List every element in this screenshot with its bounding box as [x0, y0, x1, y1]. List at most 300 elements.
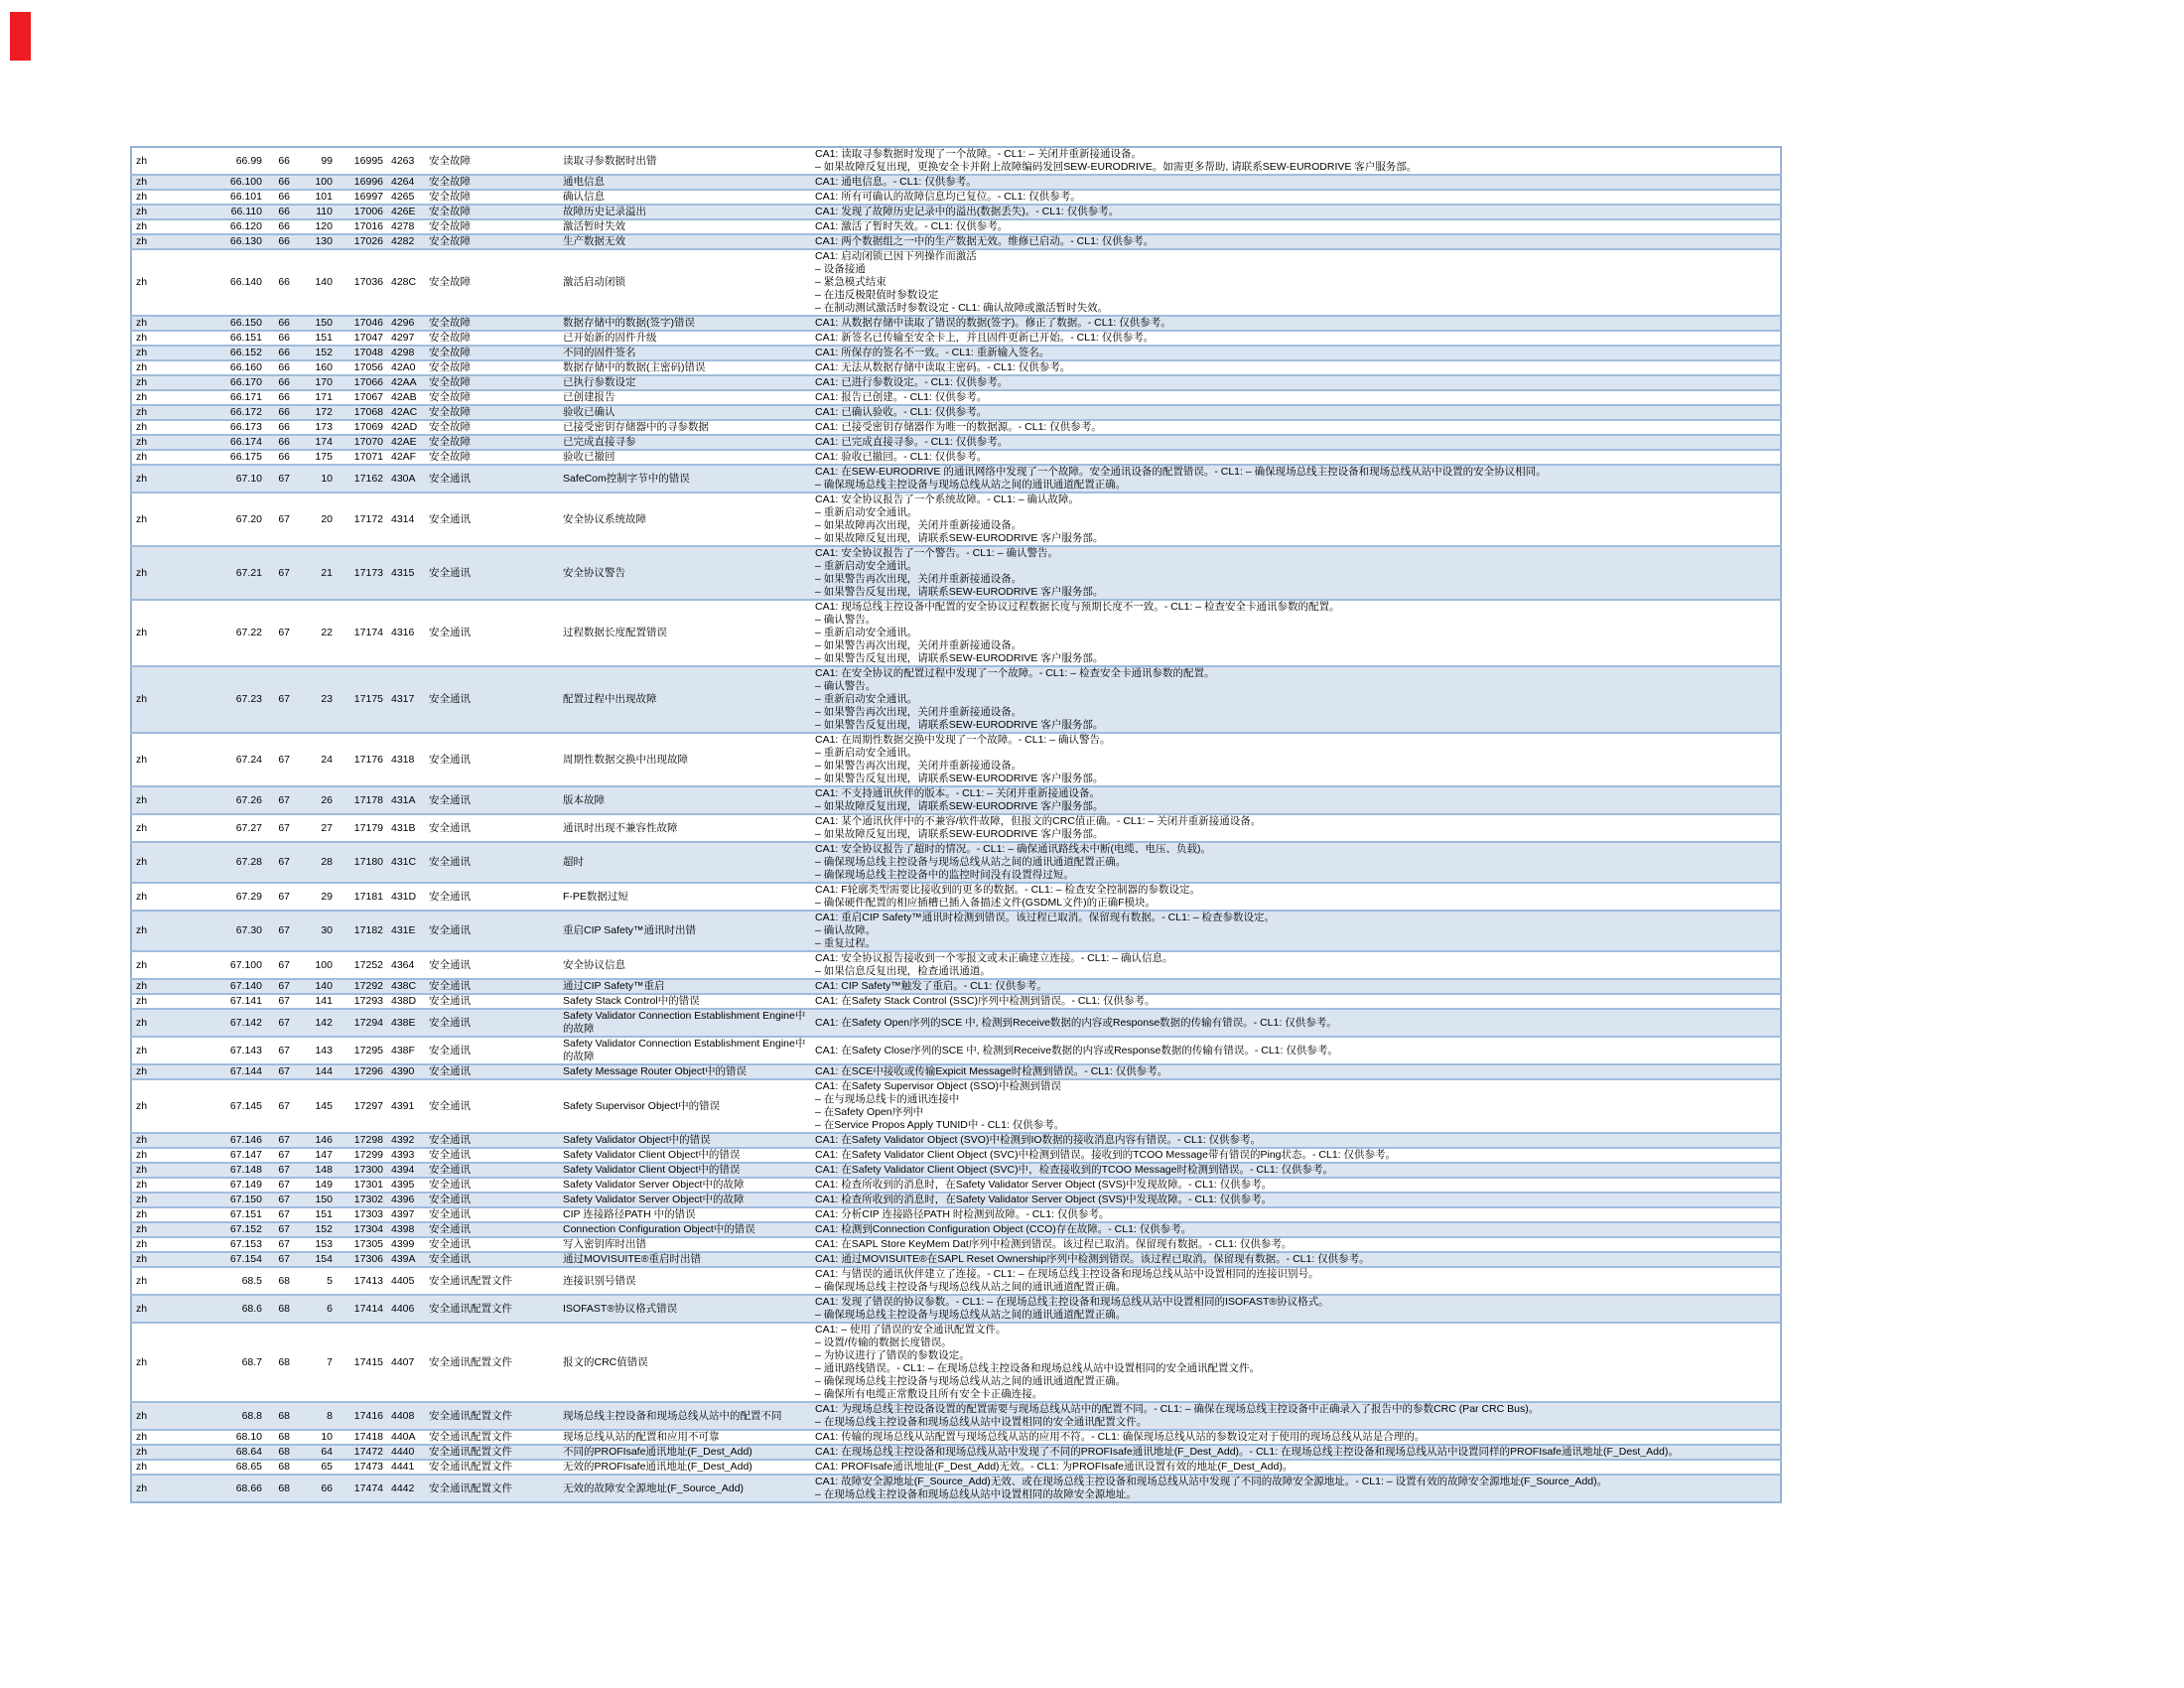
- error-title-cell: 生产数据无效: [559, 234, 811, 249]
- category-cell: 安全故障: [425, 331, 559, 346]
- error-subcode-cell: 7: [294, 1323, 337, 1402]
- hex-code-cell: 42AC: [387, 405, 425, 420]
- description-line: CA1: 分析CIP 连接路径PATH 时检测到故障。- CL1: 仅供参考。: [815, 1208, 1110, 1220]
- description-cell: [811, 1207, 1781, 1222]
- error-group-cell: 67: [266, 1037, 294, 1064]
- hex-code-cell: 4399: [387, 1237, 425, 1252]
- error-code-cell: 67.26: [209, 786, 266, 814]
- lang-cell: zh: [136, 154, 148, 167]
- error-subcode-cell: 171: [294, 390, 337, 405]
- hex-code-cell: 4314: [387, 492, 425, 546]
- error-table-body: [131, 147, 1781, 1502]
- error-title-cell: SafeCom控制字节中的错误: [559, 465, 811, 492]
- error-subcode-cell: 100: [294, 951, 337, 979]
- description-line: CA1: CIP Safety™触发了重启。- CL1: 仅供参考。: [815, 980, 1047, 992]
- description-line: – 如果故障反复出现，请联系SEW-EURODRIVE 客户服务部。: [815, 828, 1104, 840]
- description-line: – 如果信息反复出现，检查通讯通道。: [815, 965, 991, 977]
- decimal-code-cell: 17173: [337, 546, 387, 600]
- description-line: CA1: 已完成直接寻参。- CL1: 仅供参考。: [815, 436, 1009, 448]
- category-cell: 安全通讯: [425, 465, 559, 492]
- decimal-code-cell: 17414: [337, 1295, 387, 1323]
- description-cell: [811, 360, 1781, 375]
- description-line: – 确保现场总线主控设备与现场总线从站之间的通讯通道配置正确。: [815, 856, 1127, 868]
- category-cell: 安全通讯配置文件: [425, 1445, 559, 1460]
- decimal-code-cell: 17293: [337, 994, 387, 1009]
- description-line: – 确认警告。: [815, 680, 877, 692]
- error-subcode-cell: 175: [294, 450, 337, 465]
- category-cell: 安全通讯: [425, 842, 559, 883]
- lang-cell: zh: [131, 1148, 209, 1163]
- description-cell: [811, 1430, 1781, 1445]
- decimal-code-cell: 17070: [337, 435, 387, 450]
- category-cell: 安全通讯: [425, 994, 559, 1009]
- category-cell: 安全通讯: [425, 1207, 559, 1222]
- error-group-cell: 67: [266, 1009, 294, 1037]
- description-line: CA1: 安全协议报告了超时的情况。- CL1: – 确保通讯路线未中断(电缆、电压、负载)。: [815, 843, 1212, 855]
- table-row: [131, 331, 1781, 346]
- error-group-cell: 67: [266, 911, 294, 951]
- description-cell: [811, 1323, 1781, 1402]
- category-cell: 安全通讯: [425, 1009, 559, 1037]
- error-code-cell: 67.24: [209, 733, 266, 786]
- hex-code-cell: 438E: [387, 1009, 425, 1037]
- error-subcode-cell: 150: [294, 316, 337, 331]
- table-row: [131, 1178, 1781, 1193]
- error-group-cell: 67: [266, 1207, 294, 1222]
- table-row: [131, 842, 1781, 883]
- error-group-cell: 66: [266, 316, 294, 331]
- description-line: – 如果警告反复出现，请联系SEW-EURODRIVE 客户服务部。: [815, 586, 1104, 598]
- decimal-code-cell: 17306: [337, 1252, 387, 1267]
- error-title-cell: 激活暂时失效: [559, 219, 811, 234]
- error-code-cell: 67.154: [209, 1252, 266, 1267]
- description-line: – 如果故障再次出现，关闭并重新接通设备。: [815, 519, 1023, 531]
- error-subcode-cell: 10: [294, 1430, 337, 1445]
- error-group-cell: 67: [266, 951, 294, 979]
- category-cell: 安全通讯: [425, 1079, 559, 1133]
- description-line: CA1: 某个通讯伙伴中的不兼容/软件故障，但报文的CRC值正确。- CL1: – 关闭并重新接通设备。: [815, 815, 1262, 827]
- category-cell: 安全通讯: [425, 883, 559, 911]
- decimal-code-cell: 17172: [337, 492, 387, 546]
- error-code-cell: 67.20: [209, 492, 266, 546]
- table-row: [131, 249, 1781, 316]
- hex-code-cell: 4298: [387, 346, 425, 360]
- error-group-cell: 68: [266, 1445, 294, 1460]
- error-title-cell: 不同的固件签名: [559, 346, 811, 360]
- hex-code-cell: 4315: [387, 546, 425, 600]
- error-code-cell: 66.172: [209, 405, 266, 420]
- error-code-cell: 66.100: [209, 175, 266, 190]
- error-subcode-cell: 24: [294, 733, 337, 786]
- error-group-cell: 66: [266, 435, 294, 450]
- decimal-code-cell: 17026: [337, 234, 387, 249]
- description-line: – 如果警告再次出现，关闭并重新接通设备。: [815, 760, 1023, 772]
- error-code-cell: 67.145: [209, 1079, 266, 1133]
- description-cell: [811, 1009, 1781, 1037]
- error-subcode-cell: 149: [294, 1178, 337, 1193]
- error-group-cell: 67: [266, 666, 294, 733]
- error-code-cell: 67.141: [209, 994, 266, 1009]
- decimal-code-cell: 17069: [337, 420, 387, 435]
- error-subcode-cell: 28: [294, 842, 337, 883]
- decimal-code-cell: 17181: [337, 883, 387, 911]
- table-row: [131, 1430, 1781, 1445]
- description-cell: [811, 786, 1781, 814]
- category-cell: 安全故障: [425, 205, 559, 219]
- description-cell: [811, 1402, 1781, 1430]
- error-code-cell: 66.140: [209, 249, 266, 316]
- hex-code-cell: 4394: [387, 1163, 425, 1178]
- error-code-cell: 67.28: [209, 842, 266, 883]
- category-cell: 安全通讯配置文件: [425, 1402, 559, 1430]
- hex-code-cell: 438C: [387, 979, 425, 994]
- description-line: CA1: 在Safety Validator Client Object (SVC)中，检查接收到的TCOO Message时检测到错误。- CL1: 仅供参考。: [815, 1164, 1333, 1176]
- description-line: CA1: 在Safety Open序列的SCE 中, 检测到Receive数据的内容或Response数据的传输有错误。- CL1: 仅供参考。: [815, 1016, 1337, 1029]
- error-code-cell: 67.151: [209, 1207, 266, 1222]
- error-title-cell: Safety Stack Control中的错误: [559, 994, 811, 1009]
- description-line: CA1: – 使用了错误的安全通讯配置文件。: [815, 1324, 1007, 1336]
- description-line: CA1: 检测到Connection Configuration Object (CCO)存在故障。- CL1: 仅供参考。: [815, 1223, 1192, 1235]
- error-title-cell: 超时: [559, 842, 811, 883]
- decimal-code-cell: 17068: [337, 405, 387, 420]
- error-title-cell: Safety Validator Client Object中的错误: [559, 1163, 811, 1178]
- error-subcode-cell: 110: [294, 205, 337, 219]
- table-row: [131, 1133, 1781, 1148]
- description-line: CA1: 在Safety Supervisor Object (SSO)中检测到错误: [815, 1080, 1061, 1092]
- description-line: CA1: 传输的现场总线从站配置与现场总线从站的应用不符。- CL1: 确保现场总线从站的参数设定对于使用的现场总线从站是合理的。: [815, 1431, 1426, 1443]
- table-row: [131, 405, 1781, 420]
- hex-code-cell: 4263: [391, 154, 415, 167]
- hex-code-cell: 4405: [387, 1267, 425, 1295]
- error-group-cell: 67: [266, 883, 294, 911]
- error-group-cell: 67: [266, 733, 294, 786]
- description-line: CA1: 在Safety Stack Control (SSC)序列中检测到错误。- CL1: 仅供参考。: [815, 995, 1156, 1007]
- decimal-code-cell: 17180: [337, 842, 387, 883]
- lang-cell: zh: [131, 234, 209, 249]
- decimal-code-cell: 17046: [337, 316, 387, 331]
- hex-code-cell: 438D: [387, 994, 425, 1009]
- error-group-cell: 68: [266, 1475, 294, 1502]
- description-cell: [811, 666, 1781, 733]
- error-subcode-cell: 10: [294, 465, 337, 492]
- error-title-cell: 通电信息: [559, 175, 811, 190]
- error-subcode-cell: 140: [294, 249, 337, 316]
- lang-cell: zh: [131, 249, 209, 316]
- hex-code-cell: 4442: [387, 1475, 425, 1502]
- error-group-cell: 67: [266, 1079, 294, 1133]
- category-cell: 安全通讯: [425, 1133, 559, 1148]
- description-line: CA1: F轮廓类型需要比接收到的更多的数据。- CL1: – 检查安全控制器的参数设定。: [815, 884, 1200, 896]
- decimal-code-cell: 17294: [337, 1009, 387, 1037]
- category-cell: 安全通讯配置文件: [425, 1460, 559, 1475]
- error-title-cell: 读取寻参数据时出错: [563, 154, 657, 167]
- category-cell: 安全通讯: [425, 1163, 559, 1178]
- error-code-cell: 68.10: [209, 1430, 266, 1445]
- lang-cell: zh: [131, 911, 209, 951]
- description-cell: [811, 1460, 1781, 1475]
- description-cell: [811, 420, 1781, 435]
- error-code-cell: 67.10: [209, 465, 266, 492]
- description-line: – 在违反极限值时参数设定: [815, 289, 939, 301]
- error-title-cell: 通过CIP Safety™重启: [559, 979, 811, 994]
- error-title-cell: 激活启动闭锁: [559, 249, 811, 316]
- error-title-cell: 周期性数据交换中出现故障: [559, 733, 811, 786]
- category-cell: 安全故障: [425, 234, 559, 249]
- table-row: [131, 1445, 1781, 1460]
- description-cell: [811, 1064, 1781, 1079]
- lang-cell: zh: [131, 994, 209, 1009]
- error-title-cell: 数据存储中的数据(主密码)错误: [559, 360, 811, 375]
- description-line: – 确保现场总线主控设备与现场总线从站之间的通讯通道配置正确。: [815, 1281, 1127, 1293]
- description-cell: [811, 1133, 1781, 1148]
- decimal-code-cell: 17175: [337, 666, 387, 733]
- category-cell: 安全通讯: [425, 911, 559, 951]
- error-code-cell: 66.175: [209, 450, 266, 465]
- category-cell: 安全通讯: [425, 1064, 559, 1079]
- table-row: [131, 951, 1781, 979]
- error-title-cell: 重启CIP Safety™通讯时出错: [559, 911, 811, 951]
- error-title-cell: 配置过程中出现故障: [559, 666, 811, 733]
- error-code-cell: 67.27: [209, 814, 266, 842]
- description-line: CA1: 在Safety Validator Object (SVO)中检测到IO数据的接收消息内容有错误。- CL1: 仅供参考。: [815, 1134, 1262, 1146]
- description-line: CA1: 通电信息。- CL1: 仅供参考。: [815, 176, 977, 188]
- error-subcode-cell: 145: [294, 1079, 337, 1133]
- decimal-code-cell: 17297: [337, 1079, 387, 1133]
- description-cell: [811, 219, 1781, 234]
- hex-code-cell: 4264: [387, 175, 425, 190]
- hex-code-cell: 4406: [387, 1295, 425, 1323]
- description-cell: [811, 994, 1781, 1009]
- error-title-cell: 写入密钥库时出错: [559, 1237, 811, 1252]
- hex-code-cell: 4398: [387, 1222, 425, 1237]
- error-group-cell: 67: [266, 979, 294, 994]
- description-cell: [811, 147, 1781, 175]
- error-code-cell: 67.30: [209, 911, 266, 951]
- error-code-cell: 66.152: [209, 346, 266, 360]
- table-row: [131, 1323, 1781, 1402]
- error-code-cell: 67.148: [209, 1163, 266, 1178]
- error-subcode-cell: 65: [294, 1460, 337, 1475]
- description-cell: [811, 733, 1781, 786]
- description-cell: [811, 1163, 1781, 1178]
- description-line: – 如果警告再次出现，关闭并重新接通设备。: [815, 639, 1023, 651]
- hex-code-cell: 4318: [387, 733, 425, 786]
- description-line: – 在Safety Open序列中: [815, 1106, 924, 1118]
- error-subcode-cell: 140: [294, 979, 337, 994]
- table-row: [131, 1460, 1781, 1475]
- description-cell: [811, 1295, 1781, 1323]
- category-cell: 安全通讯: [425, 546, 559, 600]
- error-title-cell: Safety Validator Object中的错误: [559, 1133, 811, 1148]
- table-row: [131, 1267, 1781, 1295]
- table-row: [131, 1252, 1781, 1267]
- hex-code-cell: 42AD: [387, 420, 425, 435]
- decimal-code-cell: 17473: [337, 1460, 387, 1475]
- error-code-cell: 68.6: [209, 1295, 266, 1323]
- lang-cell: zh: [131, 786, 209, 814]
- error-subcode-cell: 99: [321, 154, 333, 167]
- hex-code-cell: 4396: [387, 1193, 425, 1207]
- error-group-cell: 67: [266, 1133, 294, 1148]
- description-line: – 在与现场总线卡的通讯连接中: [815, 1093, 960, 1105]
- error-subcode-cell: 173: [294, 420, 337, 435]
- error-group-cell: 66: [266, 234, 294, 249]
- description-cell: [811, 1267, 1781, 1295]
- table-row: [131, 1193, 1781, 1207]
- description-cell: [811, 190, 1781, 205]
- table-row: [131, 234, 1781, 249]
- error-subcode-cell: 172: [294, 405, 337, 420]
- decimal-code-cell: 17182: [337, 911, 387, 951]
- lang-cell: zh: [131, 1252, 209, 1267]
- error-subcode-cell: 152: [294, 346, 337, 360]
- lang-cell: zh: [131, 190, 209, 205]
- error-group-cell: 66: [266, 219, 294, 234]
- table-row: [131, 1148, 1781, 1163]
- decimal-code-cell: 17066: [337, 375, 387, 390]
- hex-code-cell: 438F: [387, 1037, 425, 1064]
- error-title-cell: 安全协议系统故障: [559, 492, 811, 546]
- description-cell: [811, 175, 1781, 190]
- description-line: CA1: 现场总线主控设备中配置的安全协议过程数据长度与预期长度不一致。- CL1: – 检查安全卡通讯参数的配置。: [815, 601, 1340, 613]
- decimal-code-cell: 17415: [337, 1323, 387, 1402]
- error-group-cell: 68: [266, 1430, 294, 1445]
- error-title-cell: 已执行参数设定: [559, 375, 811, 390]
- table-row: [131, 1237, 1781, 1252]
- red-marker: [10, 12, 31, 61]
- lang-cell: zh: [131, 219, 209, 234]
- error-subcode-cell: 174: [294, 435, 337, 450]
- lang-cell: zh: [131, 1037, 209, 1064]
- description-line: – 重新启动安全通讯。: [815, 693, 918, 705]
- table-row: [131, 420, 1781, 435]
- description-line: CA1: 在SCE中接收或传输Expicit Message时检测到错误。- CL1: 仅供参考。: [815, 1065, 1168, 1077]
- table-row: [131, 360, 1781, 375]
- decimal-code-cell: 17047: [337, 331, 387, 346]
- hex-code-cell: 42AF: [387, 450, 425, 465]
- lang-cell: zh: [131, 666, 209, 733]
- description-line: CA1: PROFIsafe通讯地址(F_Dest_Add)无效。- CL1: 为PROFIsafe通讯设置有效的地址(F_Dest_Add)。: [815, 1461, 1294, 1473]
- category-cell: 安全故障: [425, 405, 559, 420]
- description-line: – 重新启动安全通讯。: [815, 627, 918, 638]
- description-line: CA1: 不支持通讯伙伴的版本。- CL1: – 关闭并重新接通设备。: [815, 787, 1101, 799]
- error-title-cell: F-PE数据过短: [559, 883, 811, 911]
- lang-cell: zh: [131, 1460, 209, 1475]
- error-code-cell: 67.142: [209, 1009, 266, 1037]
- error-title-cell: 不同的PROFIsafe通讯地址(F_Dest_Add): [559, 1445, 811, 1460]
- error-code-cell: 68.64: [209, 1445, 266, 1460]
- error-title-cell: 已创建报告: [559, 390, 811, 405]
- description-cell: [811, 883, 1781, 911]
- description-cell: [811, 814, 1781, 842]
- error-subcode-cell: 26: [294, 786, 337, 814]
- description-cell: [811, 492, 1781, 546]
- decimal-code-cell: 17056: [337, 360, 387, 375]
- hex-code-cell: 4391: [387, 1079, 425, 1133]
- description-line: CA1: 安全协议报告了一个警告。- CL1: – 确认警告。: [815, 547, 1059, 559]
- lang-cell: zh: [131, 1267, 209, 1295]
- category-cell: 安全通讯配置文件: [425, 1323, 559, 1402]
- description-line: CA1: 故障安全源地址(F_Source_Add)无效、或在现场总线主控设备和现场总线从站中发现了不同的故障安全源地址。- CL1: – 设置有效的故障安全源地址(F_Source_Add)。: [815, 1476, 1608, 1487]
- error-group-cell: 66: [266, 420, 294, 435]
- hex-code-cell: 4441: [387, 1460, 425, 1475]
- description-cell: [811, 331, 1781, 346]
- table-row: [131, 346, 1781, 360]
- lang-cell: zh: [131, 435, 209, 450]
- error-code-cell: 67.153: [209, 1237, 266, 1252]
- description-line: CA1: 与错误的通讯伙伴建立了连接。- CL1: – 在现场总线主控设备和现场总线从站中设置相同的连接识别号。: [815, 1268, 1319, 1280]
- hex-code-cell: 4440: [387, 1445, 425, 1460]
- category-cell: 安全故障: [425, 316, 559, 331]
- category-cell: 安全通讯: [425, 733, 559, 786]
- table-row: [131, 205, 1781, 219]
- lang-cell: zh: [131, 331, 209, 346]
- description-line: CA1: 已进行参数设定。- CL1: 仅供参考。: [815, 376, 1009, 388]
- error-code-cell: 68.5: [209, 1267, 266, 1295]
- decimal-code-cell: 17006: [337, 205, 387, 219]
- decimal-code-cell: 17174: [337, 600, 387, 666]
- description-line: – 设备接通: [815, 263, 866, 275]
- error-subcode-cell: 64: [294, 1445, 337, 1460]
- error-group-cell: 67: [266, 1178, 294, 1193]
- lang-cell: zh: [131, 814, 209, 842]
- error-subcode-cell: 151: [294, 331, 337, 346]
- description-line: – 在Service Propos Apply TUNID中 - CL1: 仅供参考。: [815, 1119, 1065, 1131]
- error-subcode-cell: 146: [294, 1133, 337, 1148]
- category-cell: 安全通讯: [425, 600, 559, 666]
- description-cell: [811, 1475, 1781, 1502]
- description-line: CA1: 新签名已传输至安全卡上，并且固件更新已开始。- CL1: 仅供参考。: [815, 332, 1155, 344]
- error-code-sheet: [130, 146, 1780, 1503]
- error-group-cell: 66: [266, 390, 294, 405]
- error-title-cell: 验收已撤回: [559, 450, 811, 465]
- error-group-cell: 68: [266, 1402, 294, 1430]
- description-line: – 确保现场总线主控设备中的监控时间没有设置得过短。: [815, 869, 1074, 881]
- error-subcode-cell: 101: [294, 190, 337, 205]
- category-cell: 安全故障: [425, 190, 559, 205]
- error-group-cell: 67: [266, 842, 294, 883]
- lang-cell: zh: [131, 450, 209, 465]
- description-line: – 确保硬件配置的相应插槽已插入备描述文件(GSDML文件)的正确F模块。: [815, 897, 1157, 909]
- hex-code-cell: 431E: [387, 911, 425, 951]
- table-row: [131, 786, 1781, 814]
- description-line: – 重复过程。: [815, 937, 877, 949]
- lang-cell: zh: [131, 1295, 209, 1323]
- error-code-cell: 67.22: [209, 600, 266, 666]
- error-code-cell: 67.29: [209, 883, 266, 911]
- error-group-cell: 67: [266, 546, 294, 600]
- lang-cell: zh: [131, 420, 209, 435]
- description-line: CA1: 检查所收到的消息时，在Safety Validator Server Object (SVS)中发现故障。- CL1: 仅供参考。: [815, 1194, 1273, 1205]
- error-title-cell: Connection Configuration Object中的错误: [559, 1222, 811, 1237]
- decimal-code-cell: 17292: [337, 979, 387, 994]
- decimal-code-cell: 17304: [337, 1222, 387, 1237]
- table-row: [131, 375, 1781, 390]
- hex-code-cell: 42AE: [387, 435, 425, 450]
- hex-code-cell: 4282: [387, 234, 425, 249]
- error-group-cell: 66: [266, 450, 294, 465]
- hex-code-cell: 431D: [387, 883, 425, 911]
- error-subcode-cell: 151: [294, 1207, 337, 1222]
- error-subcode-cell: 150: [294, 1193, 337, 1207]
- category-cell: 安全通讯: [425, 1252, 559, 1267]
- error-group-cell: 66: [266, 346, 294, 360]
- description-line: – 如果警告再次出现，关闭并重新接通设备。: [815, 573, 1023, 585]
- error-group-cell: 66: [266, 175, 294, 190]
- description-line: CA1: 在周期性数据交换中发现了一个故障。- CL1: – 确认警告。: [815, 734, 1111, 746]
- decimal-code-cell: 17036: [337, 249, 387, 316]
- description-line: CA1: 发现了故障历史记录中的溢出(数据丢失)。- CL1: 仅供参考。: [815, 206, 1120, 217]
